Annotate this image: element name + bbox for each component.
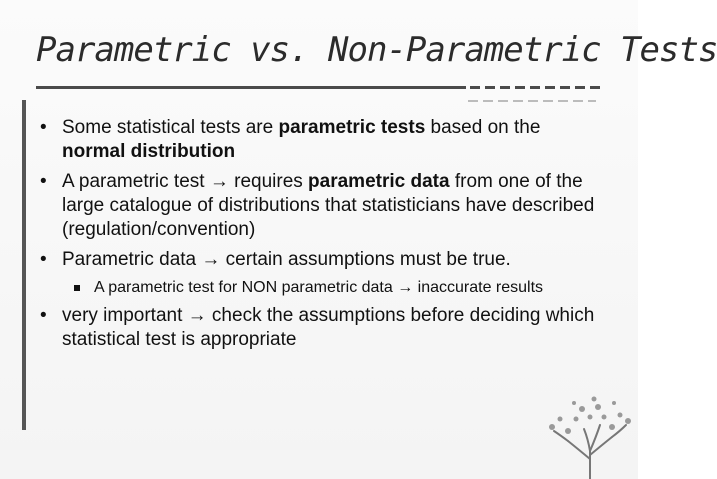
- bullet-icon: •: [40, 249, 47, 270]
- bullet-text: certain assumptions must be true.: [220, 249, 511, 270]
- slide-title: Parametric vs. Non-Parametric Tests: [36, 30, 717, 70]
- list-item: [40, 170, 608, 242]
- bullet-text: based on the: [425, 117, 541, 138]
- list-item: [40, 248, 608, 298]
- bullet-bold-text: parametric data: [308, 171, 450, 192]
- bullet-text: A parametric test: [62, 171, 210, 192]
- left-accent-bar: [22, 100, 26, 430]
- sub-bullet-text: inaccurate results: [413, 279, 544, 296]
- bullet-icon: •: [40, 171, 47, 192]
- arrow-icon: →: [397, 279, 414, 296]
- bullet-bold-text: parametric tests: [278, 117, 426, 138]
- bullet-icon: •: [40, 305, 47, 326]
- bullet-text: from one of the large catalogue of distributions that statisticians have described (regulation/convention): [62, 171, 595, 240]
- bullet-icon: •: [40, 117, 47, 138]
- bullet-text: check the assumptions before deciding which statistical test is appropriate: [62, 305, 595, 350]
- bullet-text: requires: [228, 171, 309, 192]
- decorative-tree-icon: [538, 389, 638, 479]
- bullet-list: [40, 116, 608, 352]
- bullet-text: very important: [62, 305, 188, 326]
- title-dash-line: [470, 86, 600, 89]
- arrow-icon: →: [187, 305, 207, 326]
- list-item: [40, 116, 608, 164]
- sub-bullet-text: A parametric test for NON parametric data: [94, 279, 398, 296]
- square-bullet-icon: [74, 285, 80, 291]
- sub-list-item: [62, 278, 608, 298]
- bullet-text: Parametric data: [62, 249, 202, 270]
- arrow-icon: →: [201, 249, 221, 270]
- title-dash-shadow: [468, 100, 596, 102]
- title-underline: [36, 86, 466, 89]
- arrow-icon: →: [209, 171, 229, 192]
- bullet-text: Some statistical tests are: [62, 117, 279, 138]
- slide-content: [40, 116, 608, 358]
- bullet-bold-text: normal distribution: [62, 141, 236, 162]
- list-item: [40, 304, 608, 352]
- sub-bullet-list: [62, 278, 608, 298]
